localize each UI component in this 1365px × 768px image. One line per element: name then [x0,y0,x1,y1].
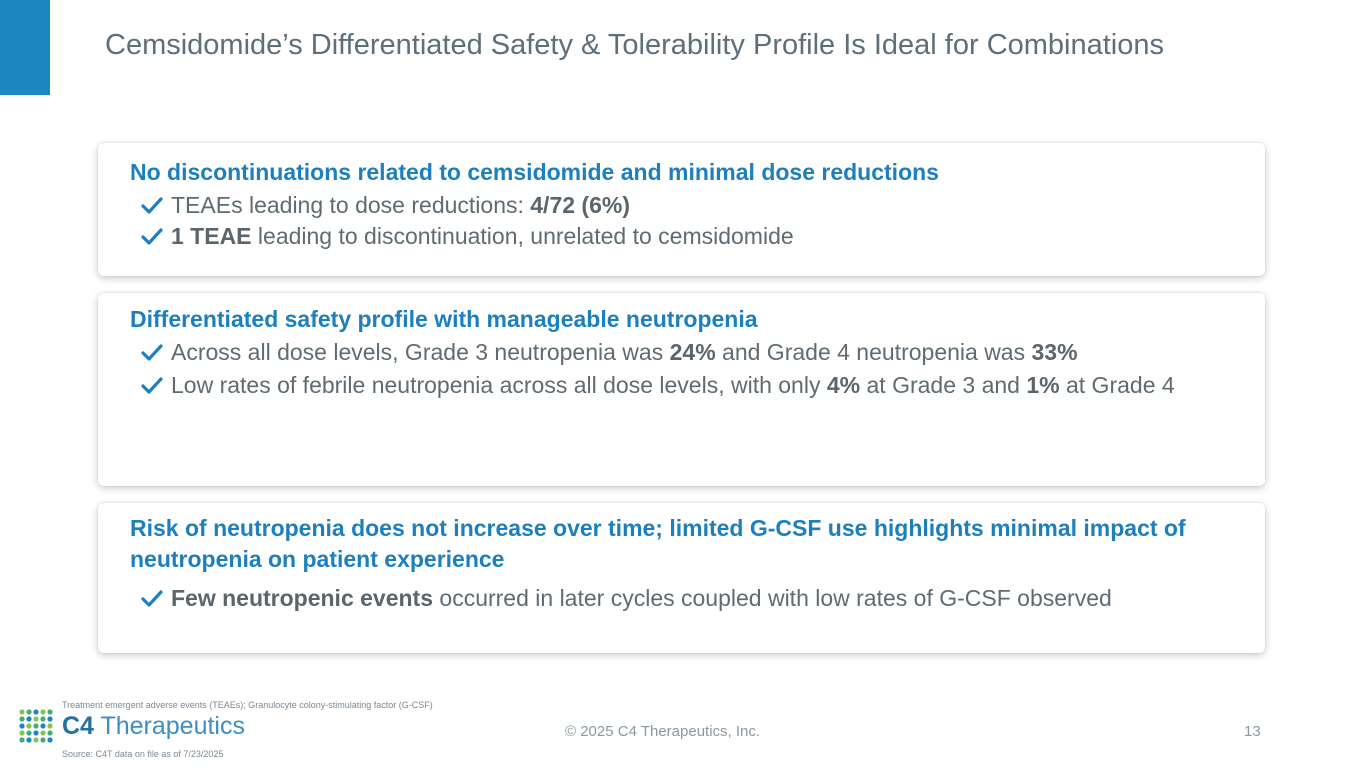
checkmark-icon [141,197,163,214]
bullet-item [130,337,1181,368]
dot-grid-logo-icon [18,708,58,744]
bullet-text: at Grade 4 [1059,372,1175,398]
page-number: 13 [1244,723,1261,740]
bullet-emphasis: 4% [826,372,861,398]
bullet-text: Low rates of febrile neutropenia across all dose levels, with only [171,372,827,398]
slide-title: Cemsidomide’s Differentiated Safety & Tolerability Profile Is Ideal for Combinations [105,29,1165,61]
checkmark-icon [141,377,163,394]
bullet-item [130,583,1181,614]
logo-wordmark [62,712,245,740]
copyright: © 2025 C4 Therapeutics, Inc. [565,723,761,740]
bullet-emphasis: 33% [1031,339,1078,365]
bullet-text: Across all dose levels, Grade 3 neutropenia was [171,339,670,365]
accent-bar [0,0,50,95]
company-logo [18,708,278,744]
panel-heading: Risk of neutropenia does not increase over time; limited G-CSF use highlights minimal impact of neutropenia on patient experience [130,515,1186,572]
panel-heading: Differentiated safety profile with manageable neutropenia [130,306,758,332]
neutropenia-panel [98,293,1265,486]
checkmark-icon [141,228,163,245]
bullet-text: and Grade 4 neutropenia was [715,339,1032,365]
logo-prefix: C4 [62,712,94,740]
gcsf-panel [98,503,1265,653]
panel-heading: No discontinuations related to cemsidomide and minimal dose reductions [130,159,939,185]
bullet-emphasis: Few neutropenic events [171,585,434,611]
bullet-emphasis: 1% [1026,372,1060,398]
bullet-item [130,370,1181,401]
discontinuation-panel [98,143,1265,276]
bullet-emphasis: 4/72 (6%) [530,192,630,218]
bullet-emphasis: 1 TEAE [171,223,252,249]
bullet-item [130,190,1181,221]
bullet-text: TEAEs leading to dose reductions: [171,192,531,218]
bullet-emphasis: 24% [669,339,716,365]
checkmark-icon [141,590,163,607]
bullet-item [130,221,1181,252]
logo-name: Therapeutics [93,712,245,740]
source-note: Source: C4T data on file as of 7/23/2025 [62,749,224,759]
checkmark-icon [141,344,163,361]
footnote: Treatment emergent adverse events (TEAEs); Granulocyte colony-stimulating factor (G-CSF) [62,700,433,710]
bullet-text: at Grade 3 and [860,372,1027,398]
bullet-text: occurred in later cycles coupled with low rates of G-CSF observed [433,585,1112,611]
bullet-text: leading to discontinuation, unrelated to cemsidomide [251,223,794,249]
